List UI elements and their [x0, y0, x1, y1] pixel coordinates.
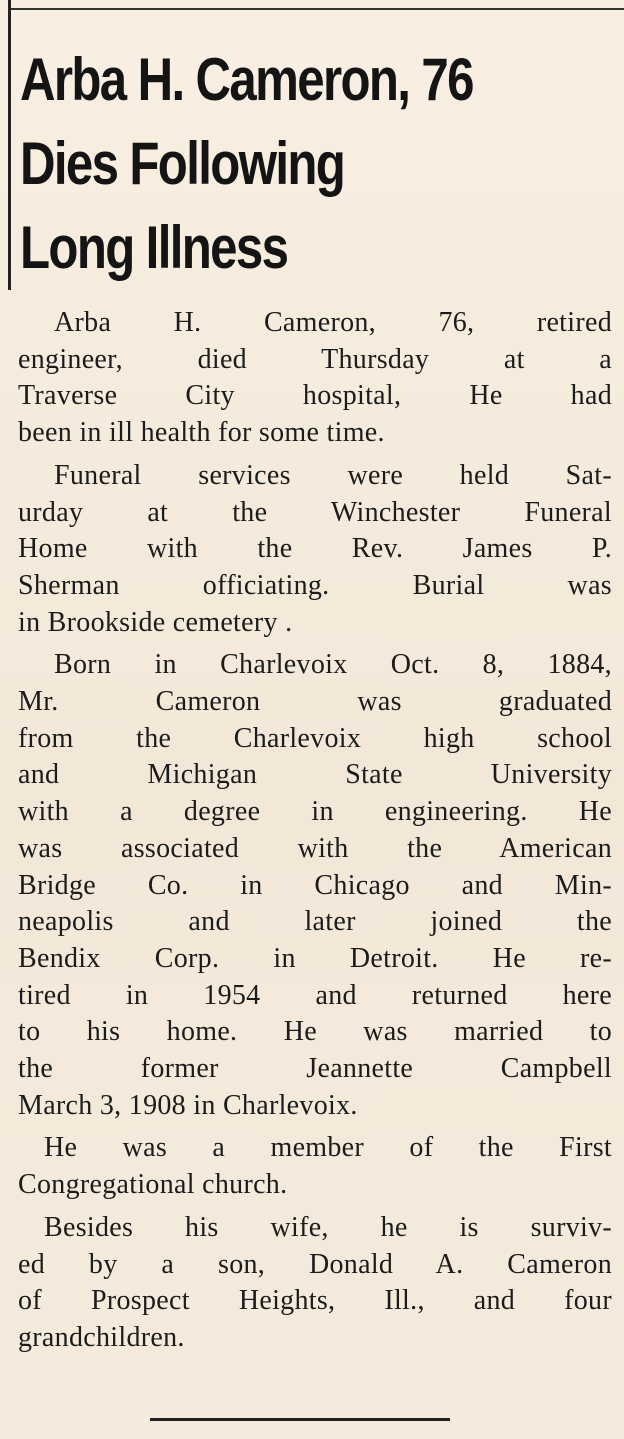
- text-line: grandchildren.: [18, 1321, 185, 1353]
- text-line: engineer, died Thursday at a: [18, 343, 612, 375]
- article-paragraph: [18, 305, 612, 452]
- text-line: ed by a son, Donald A. Cameron: [18, 1248, 612, 1280]
- text-line: Bendix Corp. in Detroit. He re-: [18, 942, 612, 974]
- headline: [20, 38, 515, 290]
- text-line: Besides his wife, he is surviv-: [44, 1211, 612, 1243]
- text-line: Congregational church.: [18, 1169, 288, 1201]
- text-line: tired in 1954 and returned here: [18, 979, 612, 1011]
- left-column-rule: [8, 0, 11, 290]
- text-line: in Brookside cemetery .: [18, 606, 293, 638]
- text-line: Mr. Cameron was graduated: [18, 686, 612, 718]
- end-of-article-rule: [150, 1418, 450, 1421]
- text-line: neapolis and later joined the: [18, 906, 612, 938]
- text-line: with a degree in engineering. He: [18, 796, 612, 828]
- article-paragraph: [18, 1210, 612, 1357]
- text-line: Bridge Co. in Chicago and Min-: [18, 869, 612, 901]
- article-paragraph: [18, 458, 612, 642]
- headline-line: Dies Following: [20, 130, 345, 197]
- article-paragraph: [18, 1130, 612, 1203]
- text-line: the former Jeannette Campbell: [18, 1053, 612, 1085]
- text-line: to his home. He was married to: [18, 1016, 612, 1048]
- text-line: been in ill health for some time.: [18, 417, 385, 449]
- text-line: and Michigan State University: [18, 759, 612, 791]
- article-body: [18, 305, 612, 1363]
- article-paragraph: [18, 647, 612, 1124]
- text-line: Sherman officiating. Burial was: [18, 569, 612, 601]
- text-line: Home with the Rev. James P.: [18, 533, 612, 565]
- text-line: Traverse City hospital, He had: [18, 380, 612, 412]
- text-line: urday at the Winchester Funeral: [18, 496, 612, 528]
- text-line: Born in Charlevoix Oct. 8, 1884,: [54, 649, 612, 681]
- text-line: was associated with the American: [18, 832, 612, 864]
- text-line: Funeral services were held Sat-: [54, 459, 612, 491]
- headline-line: Arba H. Cameron, 76: [20, 46, 473, 113]
- text-line: He was a member of the First: [44, 1132, 612, 1164]
- headline-line: Long Illness: [20, 214, 288, 281]
- text-line: Arba H. Cameron, 76, retired: [54, 307, 612, 338]
- text-line: of Prospect Heights, Ill., and four: [18, 1285, 612, 1317]
- text-line: from the Charlevoix high school: [18, 722, 612, 754]
- text-line: March 3, 1908 in Charlevoix.: [18, 1089, 358, 1121]
- top-column-rule: [8, 8, 624, 10]
